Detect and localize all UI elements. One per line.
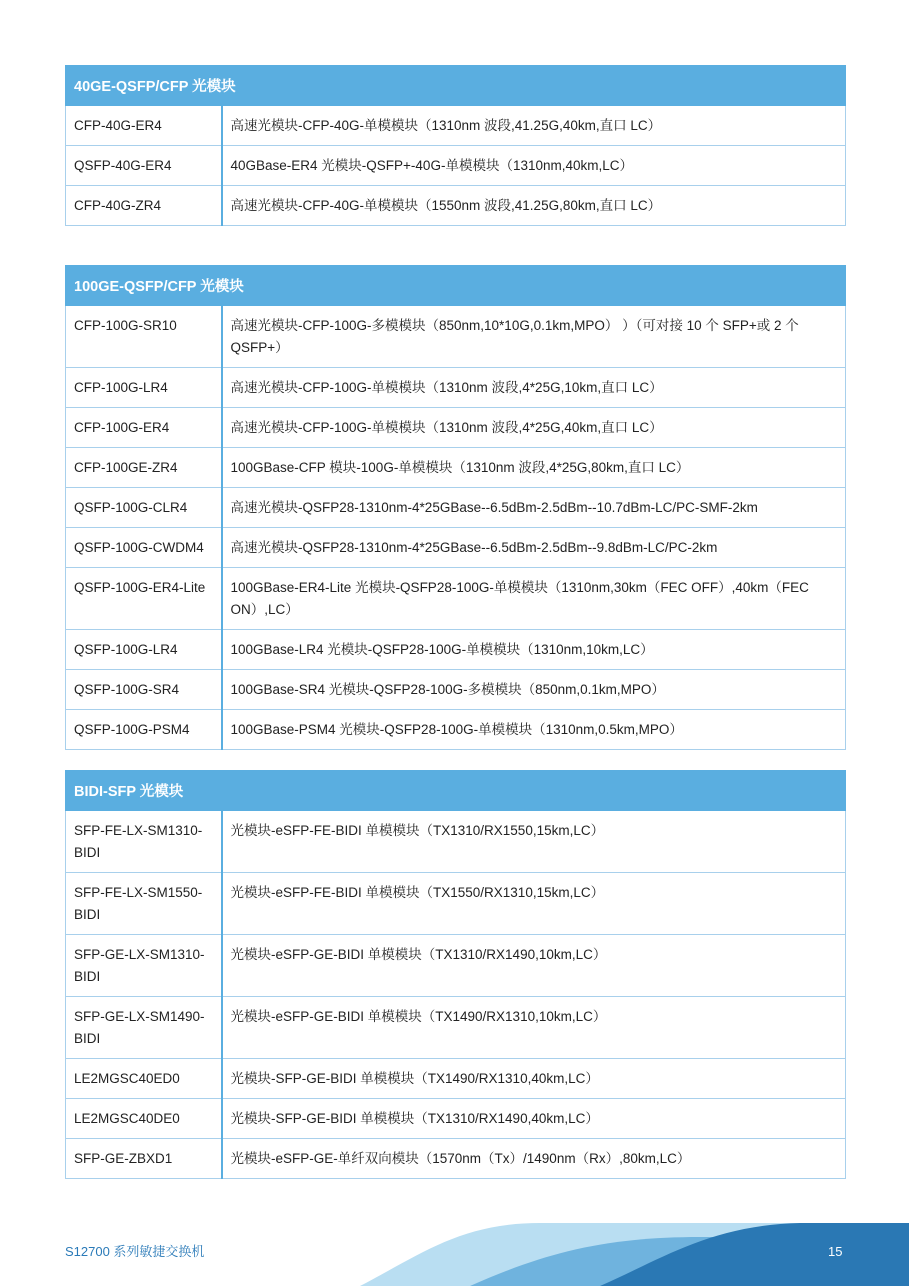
description-cell: 40GBase-ER4 光模块-QSFP+-40G-单模模块（1310nm,40km,LC）	[222, 146, 846, 186]
table-row	[66, 568, 846, 630]
description-cell: 高速光模块-CFP-100G-单模模块（1310nm 波段,4*25G,10km,直口 LC）	[222, 368, 846, 408]
section-title: 40GE-QSFP/CFP 光模块	[66, 66, 846, 106]
model-cell: CFP-100G-LR4	[66, 368, 222, 408]
table-row	[66, 306, 846, 368]
table-row	[66, 488, 846, 528]
model-cell: SFP-GE-LX-SM1490-BIDI	[66, 997, 222, 1059]
model-cell: QSFP-100G-SR4	[66, 670, 222, 710]
table-row	[66, 448, 846, 488]
table-row	[66, 997, 846, 1059]
table-header-row	[66, 771, 846, 811]
description-cell: 高速光模块-CFP-40G-单模模块（1550nm 波段,41.25G,80km,直口 LC）	[222, 186, 846, 226]
table-header-row	[66, 266, 846, 306]
description-cell: 光模块-eSFP-FE-BIDI 单模模块（TX1310/RX1550,15km,LC）	[222, 811, 846, 873]
description-cell: 光模块-SFP-GE-BIDI 单模模块（TX1490/RX1310,40km,LC）	[222, 1059, 846, 1099]
description-cell: 高速光模块-CFP-100G-多模模块（850nm,10*10G,0.1km,MPO） ）（可对接 10 个 SFP+或 2 个 QSFP+）	[222, 306, 846, 368]
table-row	[66, 146, 846, 186]
description-cell: 100GBase-PSM4 光模块-QSFP28-100G-单模模块（1310nm,0.5km,MPO）	[222, 710, 846, 750]
description-cell: 100GBase-CFP 模块-100G-单模模块（1310nm 波段,4*25G,80km,直口 LC）	[222, 448, 846, 488]
description-cell: 100GBase-ER4-Lite 光模块-QSFP28-100G-单模模块（1310nm,30km（FEC OFF）,40km（FEC ON）,LC）	[222, 568, 846, 630]
table-100ge-qsfp-cfp	[65, 265, 846, 750]
section-title: 100GE-QSFP/CFP 光模块	[66, 266, 846, 306]
table-row	[66, 528, 846, 568]
section-title: BIDI-SFP 光模块	[66, 771, 846, 811]
table-row	[66, 630, 846, 670]
model-cell: CFP-100GE-ZR4	[66, 448, 222, 488]
table-bidi-sfp	[65, 770, 846, 1179]
model-cell: CFP-100G-ER4	[66, 408, 222, 448]
model-cell: QSFP-100G-CLR4	[66, 488, 222, 528]
table-header-row	[66, 66, 846, 106]
table-row	[66, 1139, 846, 1179]
description-cell: 高速光模块-CFP-100G-单模模块（1310nm 波段,4*25G,40km,直口 LC）	[222, 408, 846, 448]
description-cell: 高速光模块-QSFP28-1310nm-4*25GBase--6.5dBm-2.5dBm--9.8dBm-LC/PC-2km	[222, 528, 846, 568]
description-cell: 光模块-SFP-GE-BIDI 单模模块（TX1310/RX1490,40km,LC）	[222, 1099, 846, 1139]
model-cell: LE2MGSC40ED0	[66, 1059, 222, 1099]
description-cell: 光模块-eSFP-GE-BIDI 单模模块（TX1310/RX1490,10km,LC）	[222, 935, 846, 997]
table-row	[66, 186, 846, 226]
model-cell: QSFP-100G-LR4	[66, 630, 222, 670]
model-cell: QSFP-40G-ER4	[66, 146, 222, 186]
table-row	[66, 106, 846, 146]
table-row	[66, 873, 846, 935]
table-row	[66, 710, 846, 750]
model-cell: QSFP-100G-ER4-Lite	[66, 568, 222, 630]
model-cell: QSFP-100G-PSM4	[66, 710, 222, 750]
description-cell: 100GBase-SR4 光模块-QSFP28-100G-多模模块（850nm,0.1km,MPO）	[222, 670, 846, 710]
description-cell: 高速光模块-QSFP28-1310nm-4*25GBase--6.5dBm-2.5dBm--10.7dBm-LC/PC-SMF-2km	[222, 488, 846, 528]
model-cell: QSFP-100G-CWDM4	[66, 528, 222, 568]
model-cell: CFP-40G-ZR4	[66, 186, 222, 226]
model-cell: CFP-40G-ER4	[66, 106, 222, 146]
description-cell: 光模块-eSFP-GE-单纤双向模块（1570nm（Tx）/1490nm（Rx）,80km,LC）	[222, 1139, 846, 1179]
footer-title: S12700 系列敏捷交换机	[65, 1244, 205, 1259]
description-cell: 高速光模块-CFP-40G-单模模块（1310nm 波段,41.25G,40km,直口 LC）	[222, 106, 846, 146]
model-cell: SFP-FE-LX-SM1550-BIDI	[66, 873, 222, 935]
model-cell: SFP-GE-ZBXD1	[66, 1139, 222, 1179]
table-row	[66, 811, 846, 873]
table-row	[66, 408, 846, 448]
model-cell: SFP-FE-LX-SM1310-BIDI	[66, 811, 222, 873]
table-40ge-qsfp-cfp	[65, 65, 846, 226]
model-cell: CFP-100G-SR10	[66, 306, 222, 368]
table-row	[66, 368, 846, 408]
table-row	[66, 1099, 846, 1139]
page-number: 15	[828, 1244, 843, 1259]
model-cell: LE2MGSC40DE0	[66, 1099, 222, 1139]
model-cell: SFP-GE-LX-SM1310-BIDI	[66, 935, 222, 997]
description-cell: 光模块-eSFP-GE-BIDI 单模模块（TX1490/RX1310,10km,LC）	[222, 997, 846, 1059]
table-row	[66, 1059, 846, 1099]
table-row	[66, 935, 846, 997]
description-cell: 100GBase-LR4 光模块-QSFP28-100G-单模模块（1310nm,10km,LC）	[222, 630, 846, 670]
description-cell: 光模块-eSFP-FE-BIDI 单模模块（TX1550/RX1310,15km,LC）	[222, 873, 846, 935]
table-row	[66, 670, 846, 710]
